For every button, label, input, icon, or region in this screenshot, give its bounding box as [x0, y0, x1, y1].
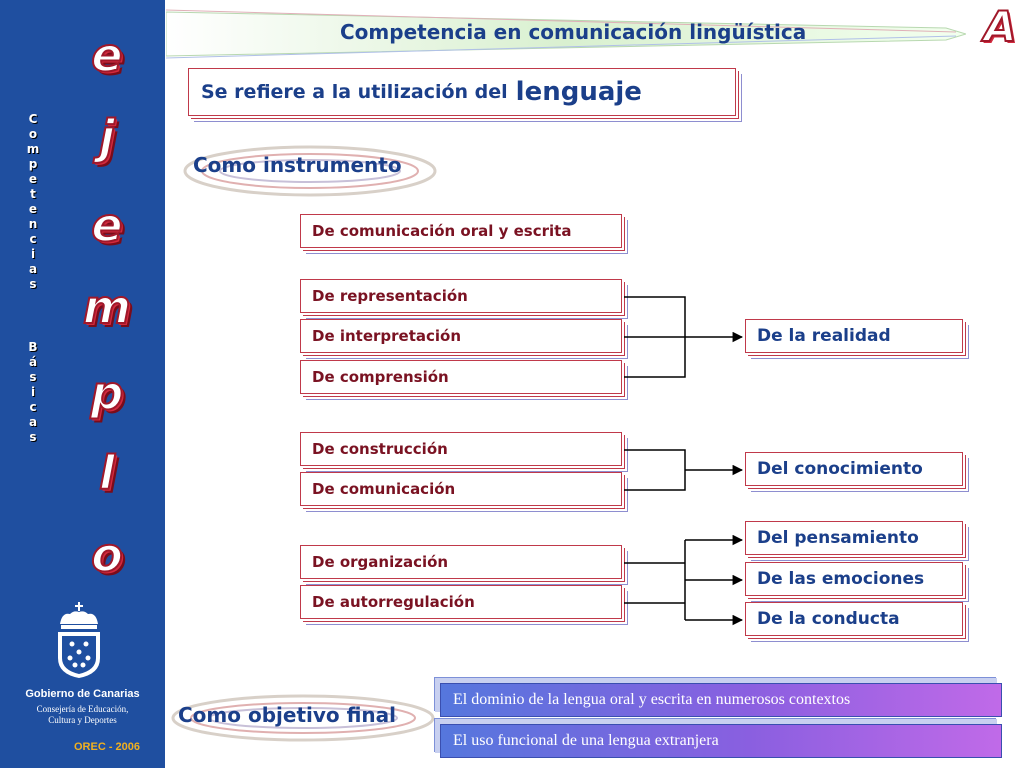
- goal-box-2: El uso funcional de una lengua extranjera: [440, 724, 1002, 758]
- big-letter: l: [99, 446, 115, 500]
- item-oral-escrita: De comunicación oral y escrita: [300, 214, 622, 248]
- vertical-letter: c: [29, 400, 37, 414]
- connector-bracket: [624, 297, 685, 377]
- big-letter: e: [91, 28, 123, 82]
- target-conducta: De la conducta: [745, 602, 963, 636]
- big-letter: e: [91, 198, 123, 252]
- vertical-letter: a: [28, 262, 38, 276]
- vertical-letter: i: [30, 385, 36, 399]
- department-line: Consejería de Educación,: [36, 704, 129, 714]
- vertical-letter: e: [28, 202, 38, 216]
- footer-code: OREC - 2006: [74, 741, 141, 753]
- item-interpretacion: De interpretación: [300, 319, 622, 353]
- item-organizacion: De organización: [300, 545, 622, 579]
- government-name: Gobierno de Canarias: [25, 688, 140, 700]
- intro-box: [188, 68, 736, 116]
- item-representacion: De representación: [300, 279, 622, 313]
- vertical-letter: i: [30, 247, 36, 261]
- corner-letter: A: [984, 2, 1017, 51]
- big-letter: j: [99, 110, 115, 164]
- canarias-crest-icon: [52, 602, 106, 680]
- department-name: [0, 704, 165, 726]
- vertical-letter: p: [28, 157, 38, 171]
- big-letter: o: [91, 528, 123, 582]
- connector-line: [624, 563, 685, 603]
- intro-emphasis: lenguaje: [515, 77, 642, 107]
- vertical-letter: s: [29, 430, 37, 444]
- vertical-letter: á: [28, 355, 38, 369]
- goal-box-1: El dominio de la lengua oral y escrita en numerosos contextos: [440, 683, 1002, 717]
- target-conocimiento: Del conocimiento: [745, 452, 963, 486]
- section-heading-instrument: Como instrumento: [193, 153, 402, 177]
- vertical-letter: e: [28, 172, 38, 186]
- item-autorregulacion: De autorregulación: [300, 585, 622, 619]
- item-construccion: De construcción: [300, 432, 622, 466]
- vertical-letter: s: [29, 277, 37, 291]
- target-realidad: De la realidad: [745, 319, 963, 353]
- sidebar: [0, 0, 165, 768]
- connector-bracket: [624, 450, 685, 490]
- vertical-letter: C: [28, 112, 38, 126]
- page-title: Competencia en comunicación lingüística: [340, 20, 807, 44]
- vertical-letter: t: [30, 187, 36, 201]
- vertical-letter: n: [28, 217, 38, 231]
- vertical-letter: o: [28, 127, 38, 141]
- vertical-letter: a: [28, 415, 38, 429]
- item-comunicacion: De comunicación: [300, 472, 622, 506]
- item-comprension: De comprensión: [300, 360, 622, 394]
- big-letter: p: [90, 366, 124, 420]
- vertical-title: [20, 112, 46, 445]
- vertical-letter: s: [29, 370, 37, 384]
- vertical-letter: c: [29, 232, 37, 246]
- department-line: Cultura y Deportes: [48, 715, 117, 725]
- vertical-letter: m: [26, 142, 40, 156]
- target-emociones: De las emociones: [745, 562, 963, 596]
- intro-text: Se refiere a la utilización del: [201, 81, 508, 103]
- section-heading-objective: Como objetivo final: [178, 703, 397, 727]
- big-letter: m: [83, 280, 131, 334]
- vertical-letter: B: [28, 340, 38, 354]
- target-pensamiento: Del pensamiento: [745, 521, 963, 555]
